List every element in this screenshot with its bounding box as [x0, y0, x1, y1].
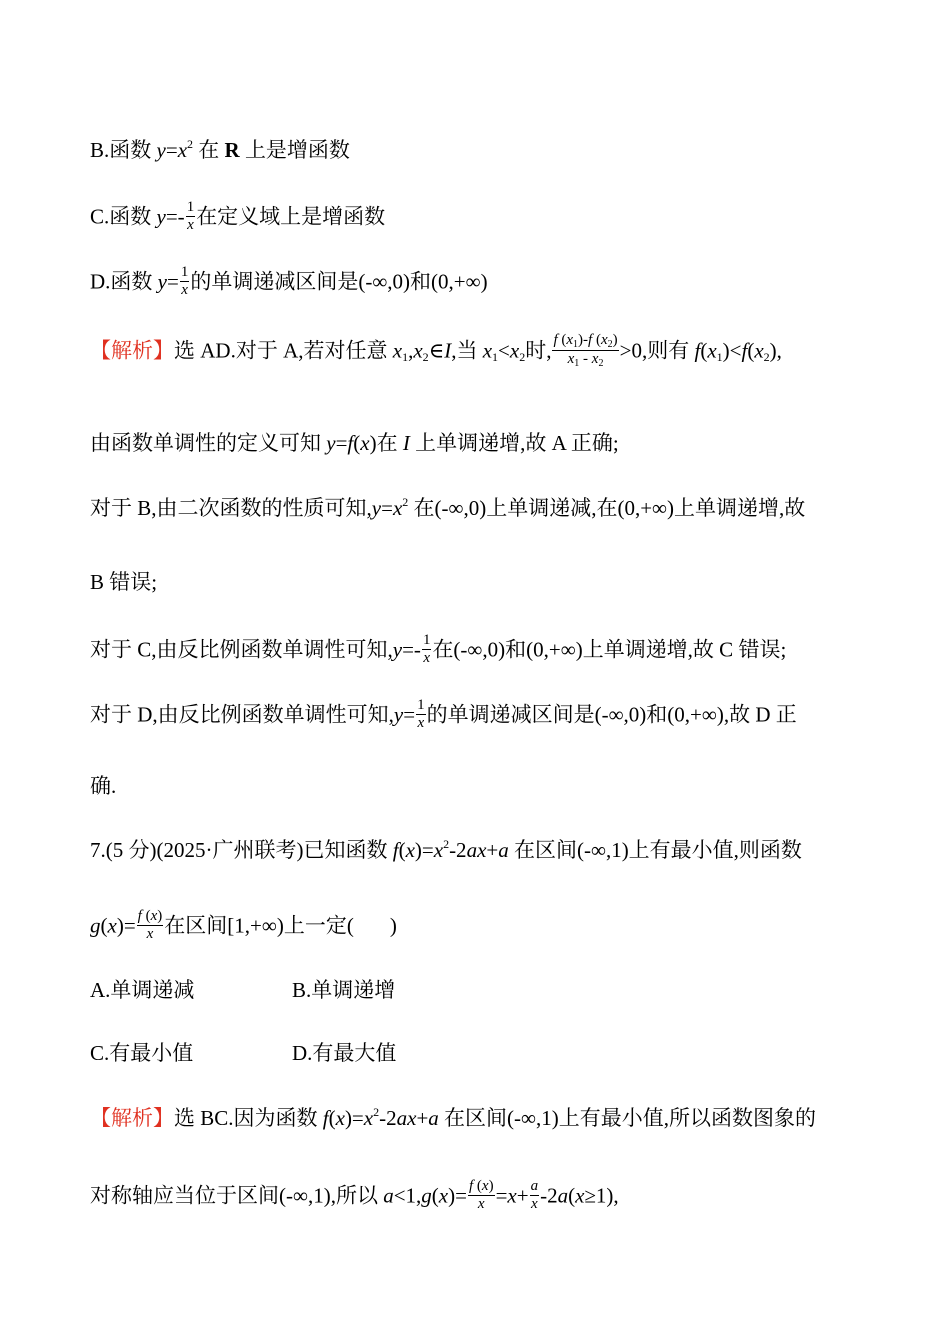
q6-analysis-line-7: 确.	[90, 774, 117, 798]
analysis-cond: 当	[456, 338, 478, 363]
q6-analysis-line-1: 【解析】选 AD.对于 A,若对任意 $x_1,x_2\in I$,当 $x_1<x_2$时, $\frac{f (x_1)-f (x_2)}{x_1 - x_2}$ >0,则有 $f(x_1)<f(x_2)$,	[90, 332, 782, 369]
q7-analysis-line-2: 对称轴应当位于区间(-∞,1),所以 a<1,g(x)= $\frac{f (x)}{x}$ =x+ $\frac{a}{x}$ -2a(x≥1),	[90, 1178, 619, 1212]
analysis-label: 【解析】	[90, 338, 174, 363]
q7-option-c: C.有最小值	[90, 1041, 194, 1065]
q7-option-b: B.单调递增	[292, 978, 396, 1002]
q6-analysis-line-4: B 错误;	[90, 570, 158, 594]
q6-analysis-line-3: 对于 B,由二次函数的性质可知$,y=x^2$ 在(-∞,0)上单调递减,在(0,+∞)上单调递增,故	[90, 495, 806, 520]
q6-analysis-line-5: 对于 C,由反比例函数单调性可知,y=- $\frac{1}{x}$ 在(-∞,0)和(0,+∞)上单调递增,故 C 错误;	[90, 632, 787, 666]
analysis-label-2: 【解析】	[90, 1106, 174, 1130]
q7-option-row-1	[90, 980, 194, 1001]
q6-option-b: B.函数 $y=x^2$ 在 R 上是增函数	[90, 137, 350, 162]
q6-option-d: D.函数 y= $\frac{1}{x}$ 的单调递减区间是(-∞,0)和(0,+∞)	[90, 264, 488, 298]
analysis-lead: 选 AD.对于 A,若对任意	[174, 338, 388, 363]
q7-analysis-line-1: 【解析】选 BC.因为函数 $f(x)=x^2-2ax+a$ 在区间(-∞,1)上有最小值,所以函数图象的	[90, 1105, 816, 1130]
q7-option-a: A.单调递减	[90, 978, 195, 1002]
q6-analysis-line-2: 由函数单调性的定义可知 y=f(x)在 I 上单调递增,故 A 正确;	[90, 431, 619, 455]
q7-stem-line-1: 7.(5 分)(2025·广州联考)已知函数 $f(x)=x^2-2ax+a$ 在区间(-∞,1)上有最小值,则函数	[90, 837, 802, 862]
q7-option-d: D.有最大值	[292, 1041, 397, 1065]
analysis-conclusion: >0,则有	[619, 338, 690, 363]
q7-stem-line-2: g(x)= $\frac{f (x)}{x}$ 在区间[1,+∞)上一定( )	[90, 908, 397, 942]
q6-option-c: C.函数 y=- $\frac{1}{x}$ 在定义域上是增函数	[90, 199, 386, 233]
q6-analysis-line-6: 对于 D,由反比例函数单调性可知,y= $\frac{1}{x}$ 的单调递减区间是(-∞,0)和(0,+∞),故 D 正	[90, 697, 797, 731]
